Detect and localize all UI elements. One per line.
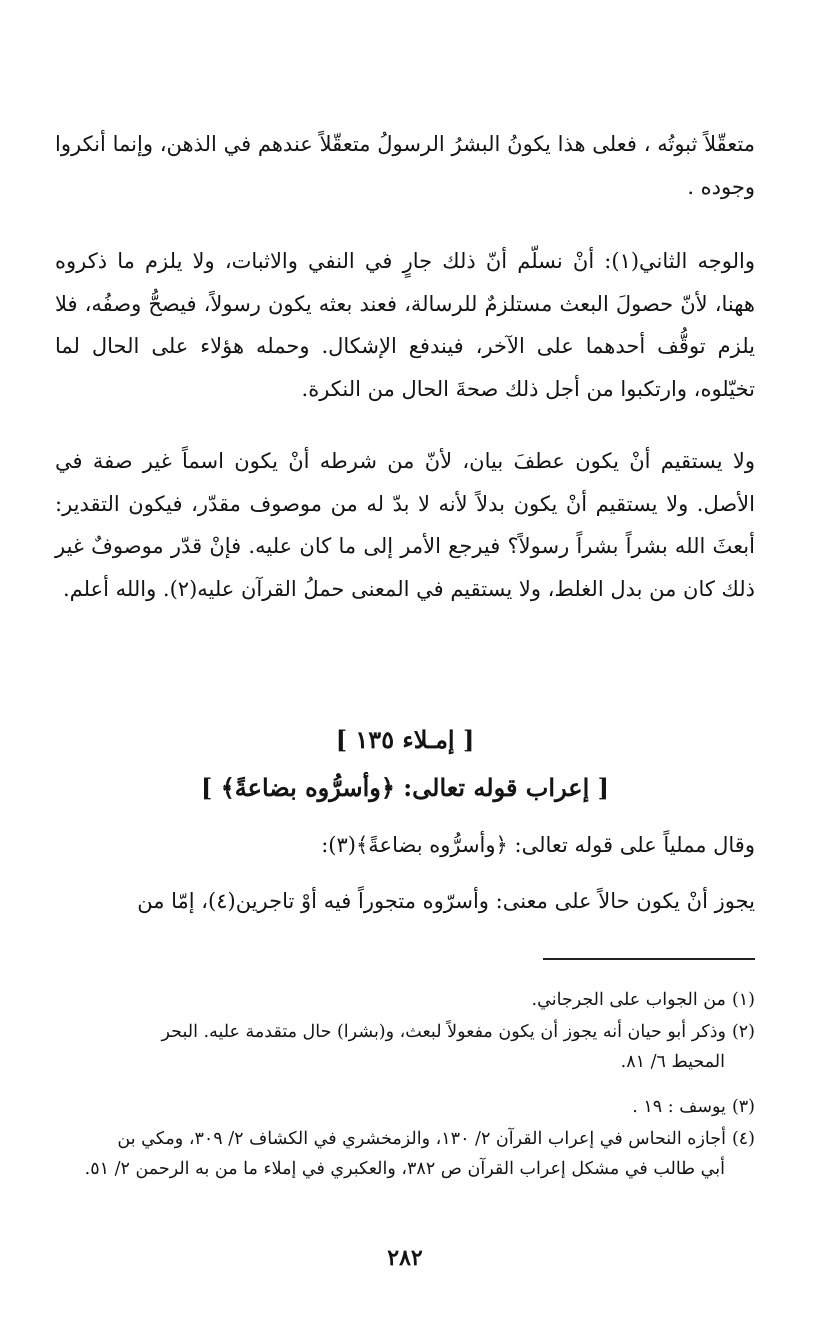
paragraph-3: ولا يستقيم أنْ يكون عطفَ بيان، لأنّ من شرطه أنْ يكون اسماً غير صفة في الأصل. ولا يستقيم أنْ يكون بدلاً لأنه لا بدّ له من موصوف مقدّر، فيكون التقدير: أبعثَ الله بشراً بشراً رسولاً؟ فيرجع الأمر إلى ما كان عليه. فإنْ قدّر موصوفٌ غير ذلك كان من بدل الغلط، ولا يستقيم في المعنى حملُ القرآن عليه(٢). والله أعلم. (55, 449, 755, 601)
footnote-continuation: المحيط ٦/ ٨١. (620, 1052, 725, 1072)
footnote-separator (543, 958, 755, 960)
paragraph-4: يجوز أنْ يكون حالاً على معنى: وأسرّوه متجوراً فيه أوْ تاجرين(٤)، إمّا من (137, 889, 755, 913)
footnote-text: من الجواب على الجرجاني. (531, 990, 726, 1010)
footnote-number: (٤) (731, 1129, 755, 1149)
imla-title: [ إمـلاء ١٣٥ ] (335, 725, 475, 754)
intro-line: وقال مملياً على قوله تعالى: ﴿وأسرُّوه بضاعةً﴾(٣): (321, 833, 755, 857)
book-page (55, 0, 755, 1341)
footnote-number: (٢) (731, 1022, 755, 1042)
footnote-4 (55, 1124, 755, 1184)
irab-title: [ إعراب قوله تعالى: ﴿وأسرُّوه بضاعةً﴾ ] (200, 773, 610, 802)
footnote-3 (55, 1092, 755, 1122)
paragraph-2: والوجه الثاني(١): أنْ نسلّم أنّ ذلك جارٍ في النفي والاثبات، ولا يلزم ما ذكروه ههنا، لأنّ حصولَ البعث مستلزمٌ للرسالة، فعند بعثه يكون رسولاً، فيصحُّ وصفُه، فلا يلزم توقُّف أحدهما على الآخر، فيندفع الإشكال. وحمله هؤلاء على الحال لما تخيّلوه، وارتكبوا من أجل ذلك صحةَ الحال من النكرة. (55, 249, 755, 401)
footnote-text: وذكر أبو حيان أنه يجوز أن يكون مفعولاً لبعث، و(بشرا) حال متقدمة عليه. البحر (161, 1022, 726, 1042)
footnote-number: (٣) (731, 1097, 755, 1117)
footnote-1 (55, 985, 755, 1015)
footnote-text: يوسف : ١٩ . (632, 1097, 726, 1117)
footnote-number: (١) (731, 990, 755, 1010)
footnote-2 (55, 1017, 755, 1077)
footnote-continuation: أبي طالب في مشكل إعراب القرآن ص ٣٨٢، والعكبري في إملاء ما من به الرحمن ٢/ ٥١. (84, 1159, 725, 1179)
paragraph-1: متعقّلاً ثبوتُه ، فعلى هذا يكونُ البشرُ الرسولُ متعقّلاً عندهم في الذهن، وإنما أنكروا وجوده . (55, 132, 755, 199)
footnote-text: أجازه النحاس في إعراب القرآن ٢/ ١٣٠، والزمخشري في الكشاف ٢/ ٣٠٩، ومكي بن (117, 1129, 726, 1149)
page-number: ٢٨٢ (387, 1245, 423, 1271)
